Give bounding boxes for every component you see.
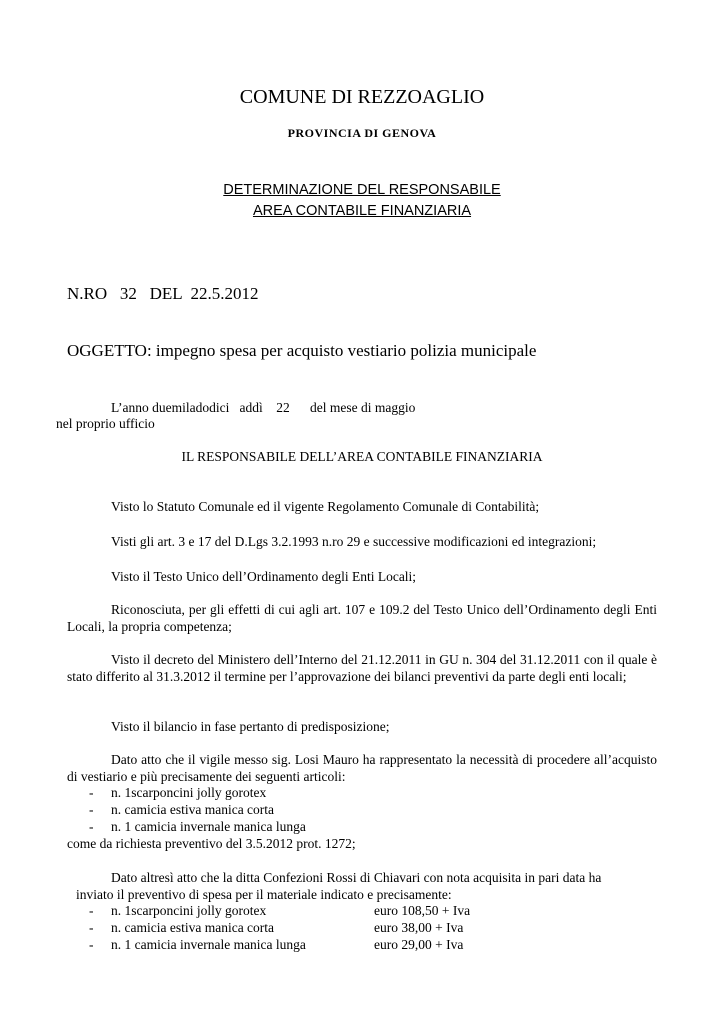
determinazione-heading-line2: AREA CONTABILE FINANZIARIA — [252, 203, 472, 219]
paragraph-bilancio: Visto il bilancio in fase pertanto di predisposizione; — [111, 719, 390, 734]
list-item-label: n. 1scarponcini jolly gorotex — [111, 903, 267, 918]
paragraph-testo-unico: Visto il Testo Unico dell’Ordinamento degli Enti Locali; — [111, 569, 417, 584]
list-dash: - — [89, 785, 94, 800]
paragraph-richiesta: come da richiesta preventivo del 3.5.2012 prot. 1272; — [67, 836, 356, 851]
paragraph-dato-atto: Dato atto che il vigile messo sig. Losi Mauro ha rappresentato la necessità di procedere all’acquisto di vestiario e più precisamente dei seguenti articoli: — [67, 752, 657, 784]
list-item — [89, 802, 274, 818]
responsabile-heading: IL RESPONSABILE DELL’AREA CONTABILE FINANZIARIA — [181, 449, 543, 464]
intro-line1: L’anno duemiladodici addì 22 del mese di maggio — [111, 400, 416, 415]
determinazione-heading-line1: DETERMINAZIONE DEL RESPONSABILE — [223, 182, 501, 198]
list-item-label: n. 1scarponcini jolly gorotex — [111, 785, 267, 800]
list-item — [89, 920, 274, 936]
list-item-label: n. camicia estiva manica corta — [111, 802, 275, 817]
paragraph-competenza: Riconosciuta, per gli effetti di cui agli art. 107 e 109.2 del Testo Unico dell’Ordinamento degli Enti Locali, la propria competenza; — [67, 602, 657, 634]
list-item — [89, 903, 266, 919]
list-item — [89, 785, 266, 801]
list-item-price: euro 38,00 + Iva — [374, 920, 464, 935]
list-item-label: n. camicia estiva manica corta — [111, 920, 275, 935]
paragraph-decreto: Visto il decreto del Ministero dell’Interno del 21.12.2011 in GU n. 304 del 31.12.2011 con il quale è stato differito al 31.3.2012 il termine per l’approvazione dei bilanci preventivi da parte degli enti locali; — [67, 652, 657, 684]
list-item — [89, 819, 306, 835]
list-item — [89, 937, 306, 953]
paragraph-ditta-line1: Dato altresì atto che la ditta Confezioni Rossi di Chiavari con nota acquisita in pari data ha — [111, 870, 602, 885]
oggetto-line: OGGETTO: impegno spesa per acquisto vestiario polizia municipale — [67, 341, 537, 360]
paragraph-dlgs: Visti gli art. 3 e 17 del D.Lgs 3.2.1993 n.ro 29 e successive modificazioni ed integrazioni; — [111, 534, 597, 549]
provincia-subtitle: PROVINCIA DI GENOVA — [287, 126, 437, 140]
list-dash: - — [89, 802, 94, 817]
list-item-label: n. 1 camicia invernale manica lunga — [111, 819, 306, 834]
nro-line: N.RO 32 DEL 22.5.2012 — [67, 284, 259, 303]
paragraph-statuto: Visto lo Statuto Comunale ed il vigente Regolamento Comunale di Contabilità; — [111, 499, 540, 514]
paragraph-ditta-line2: inviato il preventivo di spesa per il materiale indicato e precisamente: — [76, 887, 452, 902]
comune-title: COMUNE DI REZZOAGLIO — [239, 86, 485, 108]
list-dash: - — [89, 903, 94, 918]
list-item-price: euro 108,50 + Iva — [374, 903, 471, 918]
list-item-price: euro 29,00 + Iva — [374, 937, 464, 952]
list-dash: - — [89, 937, 94, 952]
list-dash: - — [89, 819, 94, 834]
list-dash: - — [89, 920, 94, 935]
list-item-label: n. 1 camicia invernale manica lunga — [111, 937, 306, 952]
intro-line2: nel proprio ufficio — [56, 416, 155, 431]
